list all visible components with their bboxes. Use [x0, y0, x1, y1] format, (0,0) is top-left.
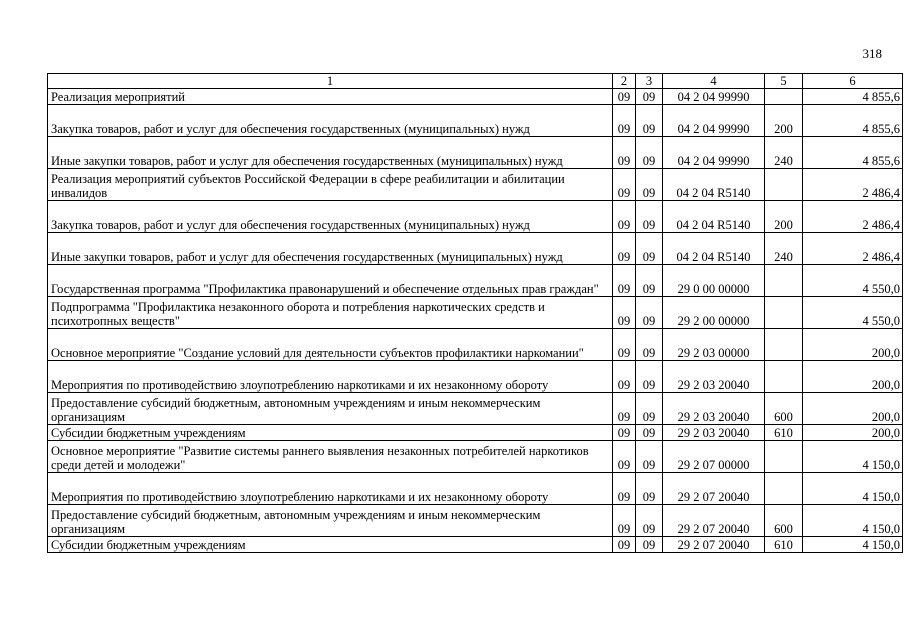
row-target-article: 04 2 04 R5140 [663, 201, 765, 233]
table-row [48, 537, 903, 553]
row-expense-type [765, 329, 803, 361]
row-amount: 2 486,4 [803, 201, 903, 233]
row-section: 09 [613, 361, 636, 393]
row-amount: 2 486,4 [803, 233, 903, 265]
row-expense-type: 240 [765, 137, 803, 169]
row-subsection: 09 [636, 265, 663, 297]
row-name: Субсидии бюджетным учреждениям [48, 537, 613, 553]
row-expense-type: 600 [765, 393, 803, 425]
row-expense-type: 200 [765, 201, 803, 233]
row-target-article: 29 2 03 20040 [663, 425, 765, 441]
row-amount: 4 855,6 [803, 137, 903, 169]
table-row [48, 233, 903, 265]
row-target-article: 29 2 07 20040 [663, 473, 765, 505]
row-target-article: 29 2 07 00000 [663, 441, 765, 473]
row-section: 09 [613, 473, 636, 505]
header-col-5: 5 [765, 74, 803, 89]
row-subsection: 09 [636, 233, 663, 265]
row-target-article: 29 2 07 20040 [663, 537, 765, 553]
row-name: Подпрограмма "Профилактика незаконного оборота и потребления наркотических средств и психотропных веществ" [48, 297, 613, 329]
row-subsection: 09 [636, 537, 663, 553]
header-col-3: 3 [636, 74, 663, 89]
row-name: Реализация мероприятий субъектов Российской Федерации в сфере реабилитации и абилитации инвалидов [48, 169, 613, 201]
row-name: Субсидии бюджетным учреждениям [48, 425, 613, 441]
table-row [48, 329, 903, 361]
row-name: Реализация мероприятий [48, 89, 613, 105]
row-name: Основное мероприятие "Развитие системы раннего выявления незаконных потребителей наркотиков среди детей и молодежи" [48, 441, 613, 473]
header-col-1: 1 [48, 74, 613, 89]
row-amount: 4 855,6 [803, 105, 903, 137]
row-section: 09 [613, 425, 636, 441]
row-section: 09 [613, 329, 636, 361]
table-row [48, 361, 903, 393]
row-amount: 4 550,0 [803, 265, 903, 297]
table-row [48, 425, 903, 441]
table-row [48, 441, 903, 473]
row-section: 09 [613, 233, 636, 265]
table-header-row [48, 74, 903, 89]
row-expense-type [765, 441, 803, 473]
row-target-article: 29 2 00 00000 [663, 297, 765, 329]
row-subsection: 09 [636, 89, 663, 105]
table-row [48, 89, 903, 105]
row-name: Закупка товаров, работ и услуг для обеспечения государственных (муниципальных) нужд [48, 201, 613, 233]
row-name: Мероприятия по противодействию злоупотреблению наркотиками и их незаконному обороту [48, 473, 613, 505]
row-subsection: 09 [636, 473, 663, 505]
row-section: 09 [613, 393, 636, 425]
row-section: 09 [613, 297, 636, 329]
row-subsection: 09 [636, 441, 663, 473]
row-expense-type [765, 265, 803, 297]
table-row [48, 473, 903, 505]
row-subsection: 09 [636, 201, 663, 233]
row-subsection: 09 [636, 137, 663, 169]
row-expense-type: 610 [765, 537, 803, 553]
row-name: Предоставление субсидий бюджетным, автономным учреждениям и иным некоммерческим организациям [48, 505, 613, 537]
table-row [48, 137, 903, 169]
row-expense-type: 200 [765, 105, 803, 137]
page-number: 318 [862, 46, 882, 61]
row-expense-type: 240 [765, 233, 803, 265]
row-amount: 4 550,0 [803, 297, 903, 329]
row-amount: 4 855,6 [803, 89, 903, 105]
row-amount: 200,0 [803, 393, 903, 425]
row-subsection: 09 [636, 361, 663, 393]
row-expense-type: 610 [765, 425, 803, 441]
table-row [48, 105, 903, 137]
row-name: Закупка товаров, работ и услуг для обеспечения государственных (муниципальных) нужд [48, 105, 613, 137]
row-amount: 200,0 [803, 425, 903, 441]
row-section: 09 [613, 137, 636, 169]
row-subsection: 09 [636, 425, 663, 441]
row-subsection: 09 [636, 297, 663, 329]
table-row [48, 393, 903, 425]
row-name: Иные закупки товаров, работ и услуг для обеспечения государственных (муниципальных) нужд [48, 137, 613, 169]
row-target-article: 04 2 04 99990 [663, 89, 765, 105]
row-target-article: 04 2 04 99990 [663, 137, 765, 169]
row-target-article: 04 2 04 R5140 [663, 233, 765, 265]
row-expense-type: 600 [765, 505, 803, 537]
row-subsection: 09 [636, 169, 663, 201]
row-expense-type [765, 361, 803, 393]
row-target-article: 04 2 04 R5140 [663, 169, 765, 201]
row-amount: 4 150,0 [803, 473, 903, 505]
table-row [48, 201, 903, 233]
row-amount: 200,0 [803, 361, 903, 393]
row-subsection: 09 [636, 105, 663, 137]
row-subsection: 09 [636, 393, 663, 425]
table-row [48, 297, 903, 329]
table-row [48, 169, 903, 201]
row-amount: 4 150,0 [803, 505, 903, 537]
budget-table [47, 73, 903, 553]
row-target-article: 29 2 03 20040 [663, 361, 765, 393]
row-amount: 4 150,0 [803, 537, 903, 553]
header-col-4: 4 [663, 74, 765, 89]
row-target-article: 29 2 07 20040 [663, 505, 765, 537]
row-expense-type [765, 297, 803, 329]
row-name: Основное мероприятие "Создание условий для деятельности субъектов профилактики наркомании" [48, 329, 613, 361]
row-target-article: 29 2 03 20040 [663, 393, 765, 425]
row-name: Государственная программа "Профилактика правонарушений и обеспечение отдельных прав граждан" [48, 265, 613, 297]
row-section: 09 [613, 105, 636, 137]
row-expense-type [765, 89, 803, 105]
row-name: Мероприятия по противодействию злоупотреблению наркотиками и их незаконному обороту [48, 361, 613, 393]
row-amount: 200,0 [803, 329, 903, 361]
row-subsection: 09 [636, 329, 663, 361]
row-section: 09 [613, 201, 636, 233]
row-expense-type [765, 169, 803, 201]
table-row [48, 265, 903, 297]
row-name: Иные закупки товаров, работ и услуг для обеспечения государственных (муниципальных) нужд [48, 233, 613, 265]
row-section: 09 [613, 505, 636, 537]
row-target-article: 29 2 03 00000 [663, 329, 765, 361]
row-section: 09 [613, 169, 636, 201]
table-row [48, 505, 903, 537]
header-col-6: 6 [803, 74, 903, 89]
row-expense-type [765, 473, 803, 505]
header-col-2: 2 [613, 74, 636, 89]
row-target-article: 04 2 04 99990 [663, 105, 765, 137]
row-section: 09 [613, 537, 636, 553]
row-section: 09 [613, 265, 636, 297]
row-amount: 2 486,4 [803, 169, 903, 201]
row-section: 09 [613, 441, 636, 473]
row-section: 09 [613, 89, 636, 105]
row-name: Предоставление субсидий бюджетным, автономным учреждениям и иным некоммерческим организациям [48, 393, 613, 425]
row-target-article: 29 0 00 00000 [663, 265, 765, 297]
row-subsection: 09 [636, 505, 663, 537]
row-amount: 4 150,0 [803, 441, 903, 473]
